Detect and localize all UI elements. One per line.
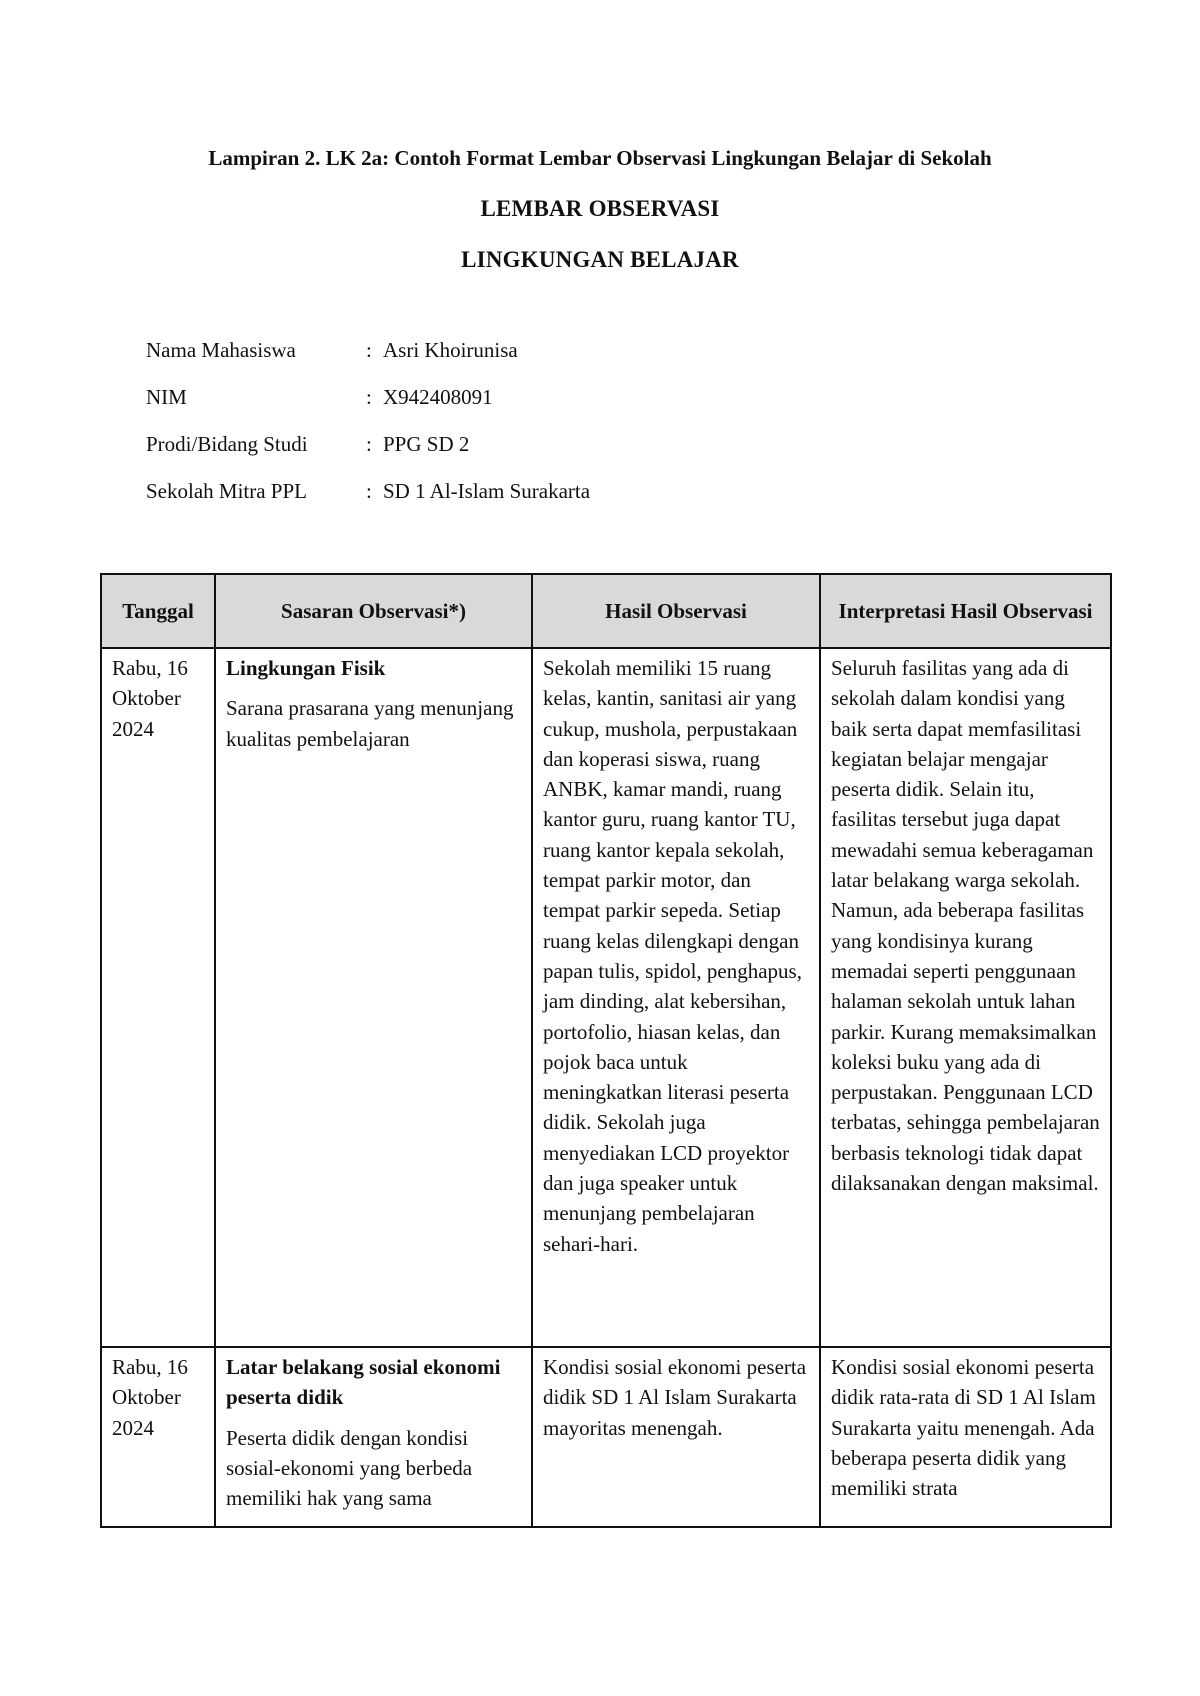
identity-label: Sekolah Mitra PPL xyxy=(146,479,307,503)
cell-interpretation: Seluruh fasilitas yang ada di sekolah dalam kondisi yang baik serta dapat memfasilitasi kegiatan belajar mengajar peserta didik. Selain itu, fasilitas tersebut juga dapat mewadahi semua keberagaman latar belakang warga sekolah. Namun, ada beberapa fasilitas yang kondisinya kurang memadai seperti penggunaan halaman sekolah untuk lahan parkir. Kurang memaksimalkan koleksi buku yang ada di perpustakan. Penggunaan LCD terbatas, sehingga pembelajaran berbasis teknologi tidak dapat dilaksanakan dengan maksimal. xyxy=(820,648,1111,1347)
target-description: Peserta didik dengan kondisi sosial-ekonomi yang berbeda memiliki hak yang sama xyxy=(226,1425,473,1511)
cell-result: Kondisi sosial ekonomi peserta didik SD 1 Al Islam Surakarta mayoritas menengah. xyxy=(532,1347,820,1527)
appendix-caption: Lampiran 2. LK 2a: Contoh Format Lembar Observasi Lingkungan Belajar di Sekolah xyxy=(208,146,992,170)
identity-colon: : xyxy=(366,338,372,362)
identity-label: Nama Mahasiswa xyxy=(146,338,296,362)
cell-date: Rabu, 16 Oktober 2024 xyxy=(101,1347,215,1527)
header-interpretasi: Interpretasi Hasil Observasi xyxy=(820,574,1111,648)
identity-colon: : xyxy=(366,432,372,456)
target-heading: Lingkungan Fisik xyxy=(226,656,386,680)
cell-interpretation: Kondisi sosial ekonomi peserta didik rata-rata di SD 1 Al Islam Surakarta yaitu menengah. Ada beberapa peserta didik yang memiliki strata xyxy=(820,1347,1111,1527)
identity-label: NIM xyxy=(146,385,187,409)
header-tanggal: Tanggal xyxy=(101,574,215,648)
target-heading: Latar belakang sosial ekonomi peserta didik xyxy=(226,1355,501,1410)
cell-target xyxy=(215,648,532,1347)
table-row xyxy=(101,1347,1111,1527)
observation-table xyxy=(100,573,1112,1528)
identity-colon: : xyxy=(366,479,372,503)
identity-value: X942408091 xyxy=(383,385,493,409)
table-header-row xyxy=(101,574,1111,648)
cell-date: Rabu, 16 Oktober 2024 xyxy=(101,648,215,1347)
document-title: LEMBAR OBSERVASI xyxy=(480,196,720,221)
cell-result: Sekolah memiliki 15 ruang kelas, kantin, sanitasi air yang cukup, mushola, perpustakaan dan koperasi siswa, ruang ANBK, kamar mandi, ruang kantor guru, ruang kantor TU, ruang kantor kepala sekolah, tempat parkir motor, dan tempat parkir sepeda. Setiap ruang kelas dilengkapi dengan papan tulis, spidol, penghapus, jam dinding, alat kebersihan, portofolio, hiasan kelas, dan pojok baca untuk meningkatkan literasi peserta didik. Sekolah juga menyediakan LCD proyektor dan juga speaker untuk menunjang pembelajaran sehari-hari. xyxy=(532,648,820,1347)
identity-colon: : xyxy=(366,385,372,409)
table-row xyxy=(101,648,1111,1347)
identity-label: Prodi/Bidang Studi xyxy=(146,432,308,456)
identity-value: Asri Khoirunisa xyxy=(383,338,518,362)
identity-value: PPG SD 2 xyxy=(383,432,470,456)
identity-value: SD 1 Al-Islam Surakarta xyxy=(383,479,591,503)
header-hasil: Hasil Observasi xyxy=(532,574,820,648)
document-subtitle: LINGKUNGAN BELAJAR xyxy=(461,247,739,272)
header-sasaran: Sasaran Observasi*) xyxy=(215,574,532,648)
target-description: Sarana prasarana yang menunjang kualitas pembelajaran xyxy=(226,696,514,751)
cell-target xyxy=(215,1347,532,1527)
